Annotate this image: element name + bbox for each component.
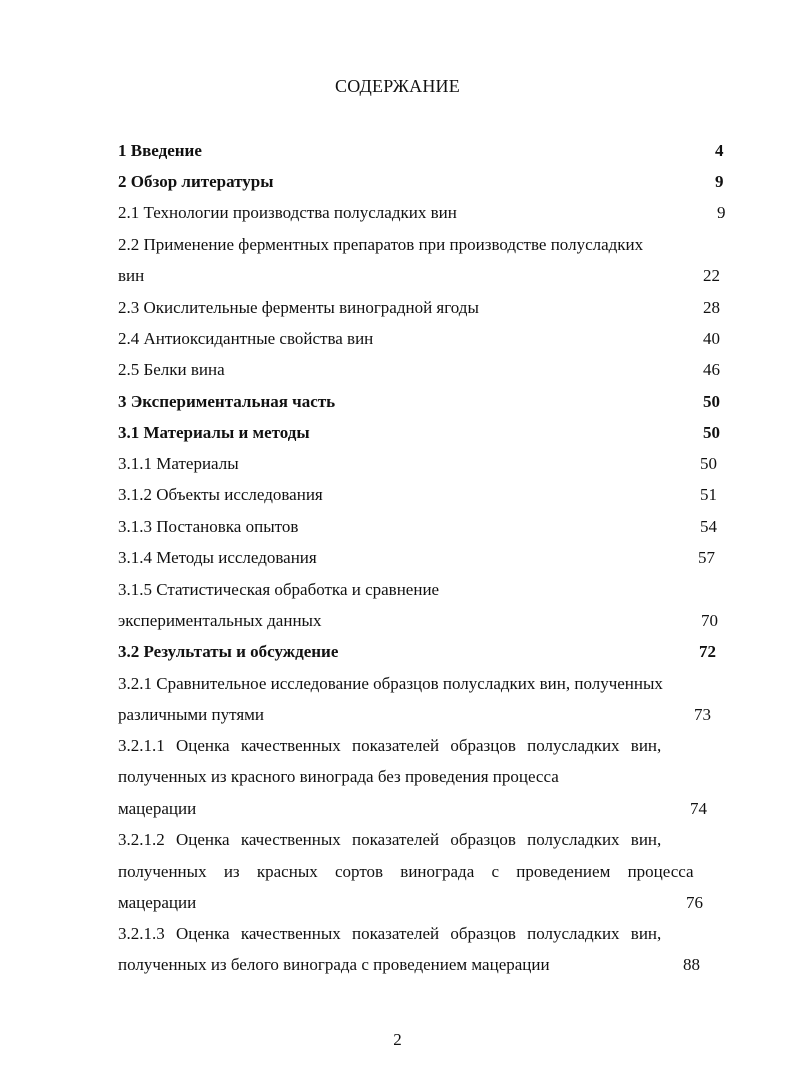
toc-entry-page: 40 [703,329,720,348]
toc-entry-page: 54 [700,517,717,536]
toc-entry-page: 88 [683,955,700,974]
toc-entry [118,201,728,225]
toc-entry-line [118,578,728,602]
toc-entry [118,891,728,915]
toc-entry-label: 3.2.1 Сравнительное исследование образцов полусладких вин, полученных [118,674,663,693]
toc-entry-label: мацерации [118,893,197,912]
toc-entry-page: 9 [715,172,724,191]
toc-entry-label: 3.2.1.2 Оценка качественных показателей образцов полусладких вин, [118,830,662,849]
toc-entry-page: 9 [717,203,726,222]
toc-entry-line [118,672,728,696]
toc-entry-page: 50 [703,392,720,411]
toc-entry-page: 28 [703,298,720,317]
toc-entry-label: 3.2 Результаты и обсуждение [118,642,339,661]
toc-entry-page: 46 [703,360,720,379]
page-number: 2 [393,1030,402,1049]
toc-entry-label: полученных из красного винограда без проведения процесса [118,767,559,786]
toc-entry [118,953,728,977]
toc-entry-label: 2 Обзор литературы [118,172,274,191]
toc-entry-label: 2.1 Технологии производства полусладких вин [118,203,457,222]
toc-entry [118,296,728,320]
toc-entry-line [118,860,728,884]
toc-entry-label: вин [118,266,145,285]
toc-entry-label: 3.1.4 Методы исследования [118,548,317,567]
toc-entry-label: 1 Введение [118,141,202,160]
toc-entry-page: 57 [698,548,715,567]
toc-entry [118,452,728,476]
toc-entry-label: 3.1.2 Объекты исследования [118,485,323,504]
toc-entry [118,139,728,163]
toc-entry-line [118,828,728,852]
toc-entry [118,546,728,570]
toc-entry-label: 3.1.1 Материалы [118,454,239,473]
toc-entry [118,515,728,539]
toc-entry-line [118,765,728,789]
toc-entry [118,483,728,507]
toc-entry-label: мацерации [118,799,197,818]
toc-entry-page: 50 [700,454,717,473]
toc-entry-label: 2.2 Применение ферментных препаратов при производстве полусладких [118,235,644,254]
toc-entry-label: 3.2.1.3 Оценка качественных показателей образцов полусладких вин, [118,924,662,943]
toc-entry [118,703,728,727]
toc-entry-label: 2.3 Окислительные ферменты виноградной ягоды [118,298,479,317]
toc-entry-label: экспериментальных данных [118,611,322,630]
toc-entry-line [118,734,728,758]
toc-entry [118,358,728,382]
toc-entry-page: 74 [690,799,707,818]
toc-entry-label: 3 Экспериментальная часть [118,392,336,411]
toc-entry-page: 50 [703,423,720,442]
toc-entry-page: 22 [703,266,720,285]
toc-entry [118,390,728,414]
toc-entry-page: 70 [701,611,718,630]
toc-entry [118,327,728,351]
toc-entry-label: 3.1.5 Статистическая обработка и сравнение [118,580,440,599]
toc-entry [118,609,728,633]
toc-entry-label: различными путями [118,705,264,724]
toc-entry-label: полученных из красных сортов винограда с проведением процесса [118,862,694,881]
toc-entry-line [118,922,728,946]
toc-entry-label: полученных из белого винограда с проведением мацерации [118,955,550,974]
toc-entry-line [118,233,728,257]
page-title: СОДЕРЖАНИЕ [335,76,460,96]
toc-entry [118,264,728,288]
toc-entry [118,797,728,821]
toc-entry-page: 51 [700,485,717,504]
toc-entry [118,421,728,445]
toc-entry-label: 3.1 Материалы и методы [118,423,310,442]
toc-entry-page: 76 [686,893,703,912]
toc-entry [118,640,728,664]
toc-entry [118,170,728,194]
toc-entry-page: 72 [699,642,716,661]
toc-entry-label: 2.4 Антиоксидантные свойства вин [118,329,374,348]
toc-entry-page: 4 [715,141,724,160]
toc-entry-label: 3.1.3 Постановка опытов [118,517,299,536]
toc-entry-label: 3.2.1.1 Оценка качественных показателей образцов полусладких вин, [118,736,662,755]
toc-entry-page: 73 [694,705,711,724]
toc-entry-label: 2.5 Белки вина [118,360,225,379]
